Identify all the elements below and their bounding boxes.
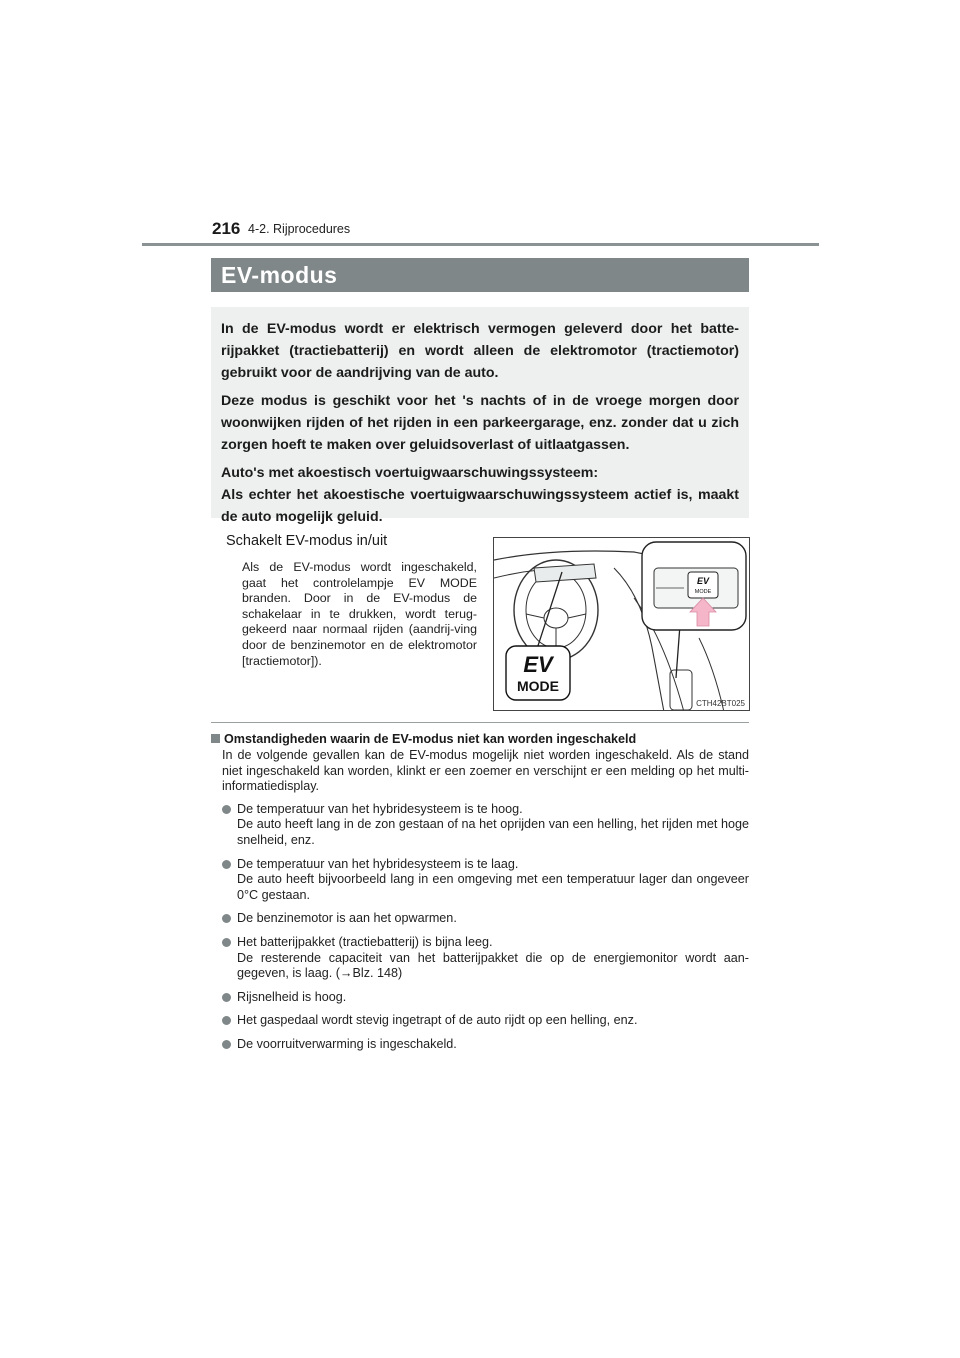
notes-heading <box>211 732 749 747</box>
condition-list <box>211 802 749 1053</box>
large-button-label-ev: EV <box>523 652 553 677</box>
condition-item <box>222 990 749 1006</box>
condition-item <box>222 1013 749 1029</box>
notes-heading-text: Omstandigheden waarin de EV-modus niet kan worden ingeschakeld <box>224 732 637 746</box>
circle-bullet-icon <box>222 993 231 1002</box>
circle-bullet-icon <box>222 1016 231 1025</box>
condition-item <box>222 1037 749 1053</box>
instrument-cluster <box>534 564 596 582</box>
condition-main-text: Het gaspedaal wordt stevig ingetrapt of de auto rijdt op een helling, enz. <box>237 1013 638 1028</box>
large-button-label-mode: MODE <box>517 678 559 694</box>
condition-item <box>222 911 749 927</box>
circle-bullet-icon <box>222 914 231 923</box>
switch-heading: Schakelt EV-modus in/uit <box>226 533 388 549</box>
intro-paragraph-1: In de EV-modus wordt er elektrisch vermogen geleverd door het batte-rijpakket (tractiebatterij) en wordt alleen de elektromotor (tractiemotor) gebruikt voor de aandrijving van de auto. <box>221 321 739 381</box>
intro-paragraph-3a: Auto's met akoestisch voertuigwaarschuwingssysteem: <box>221 465 599 481</box>
section-reference: 4-2. Rijprocedures <box>248 222 351 236</box>
condition-main-text: De benzinemotor is aan het opwarmen. <box>237 911 457 926</box>
condition-detail-text: De resterende capaciteit van het batterijpakket die op de energiemonitor wordt aan-gegeven, is laag. (→Blz. 148) <box>237 950 749 981</box>
circle-bullet-icon <box>222 1040 231 1049</box>
small-switch-label-mode: MODE <box>694 589 712 595</box>
ev-mode-figure <box>493 537 750 711</box>
condition-detail-text: De auto heeft lang in de zon gestaan of na het oprijden van een helling, het rijden met hoge snelheid, enz. <box>237 817 749 847</box>
page-title: EV-modus <box>221 262 338 288</box>
condition-main-text: De temperatuur van het hybridesysteem is te laag. <box>237 856 519 871</box>
condition-main-text: Rijsnelheid is hoog. <box>237 989 347 1004</box>
circle-bullet-icon <box>222 938 231 947</box>
header-rule <box>142 243 819 246</box>
figure-code: CTH42BT025 <box>696 699 745 708</box>
condition-main-text: De voorruitverwarming is ingeschakeld. <box>237 1036 457 1051</box>
condition-item <box>222 857 749 904</box>
pointer-line <box>534 572 562 658</box>
intro-paragraph-2: Deze modus is geschikt voor het 's nachts of in de vroege morgen door woonwijken rijden of het rijden in een parkeergarage, enz. zonder dat u zich zorgen hoeft te maken over geluidsoverlast of uitlaatgassen. <box>221 393 739 453</box>
condition-item <box>222 802 749 849</box>
steering-spoke <box>526 614 586 650</box>
circle-bullet-icon <box>222 805 231 814</box>
condition-detail-text: De auto heeft bijvoorbeeld lang in een omgeving met een temperatuur lager dan ongeveer 0°C gestaan. <box>237 872 749 902</box>
dashboard-illustration <box>494 538 750 711</box>
condition-item <box>222 935 749 982</box>
circle-bullet-icon <box>222 860 231 869</box>
section-divider <box>211 722 749 723</box>
intro-box <box>211 307 749 525</box>
switch-description: Als de EV-modus wordt ingeschakeld, gaat het controlelampje EV MODE branden. Door in de EV-modus de schakelaar in te drukken, wordt terug-gekeerd naar normaal rijden (aandrij-ving door de benzinemotor en de elektromotor [tractiemotor]). <box>242 560 477 668</box>
notes-section <box>211 732 749 1061</box>
title-bar <box>211 258 749 292</box>
condition-main-text: Het batterijpakket (tractiebatterij) is bijna leeg. <box>237 934 493 949</box>
square-bullet-icon <box>211 734 220 743</box>
condition-main-text: De temperatuur van het hybridesysteem is te hoog. <box>237 801 523 816</box>
intro-paragraph-3b: Als echter het akoestische voertuigwaarschuwingssysteem actief is, maakt de auto mogelijk geluid. <box>221 487 739 525</box>
small-switch-label-ev: EV <box>696 576 710 586</box>
page-number: 216 <box>212 219 241 238</box>
notes-body: In de volgende gevallen kan de EV-modus mogelijk niet worden ingeschakeld. Als de stand niet ingeschakeld kan worden, klinkt er een zoemer en verschijnt er een melding op het multi-informatiedisplay. <box>222 748 749 794</box>
dashboard-line <box>494 551 644 560</box>
